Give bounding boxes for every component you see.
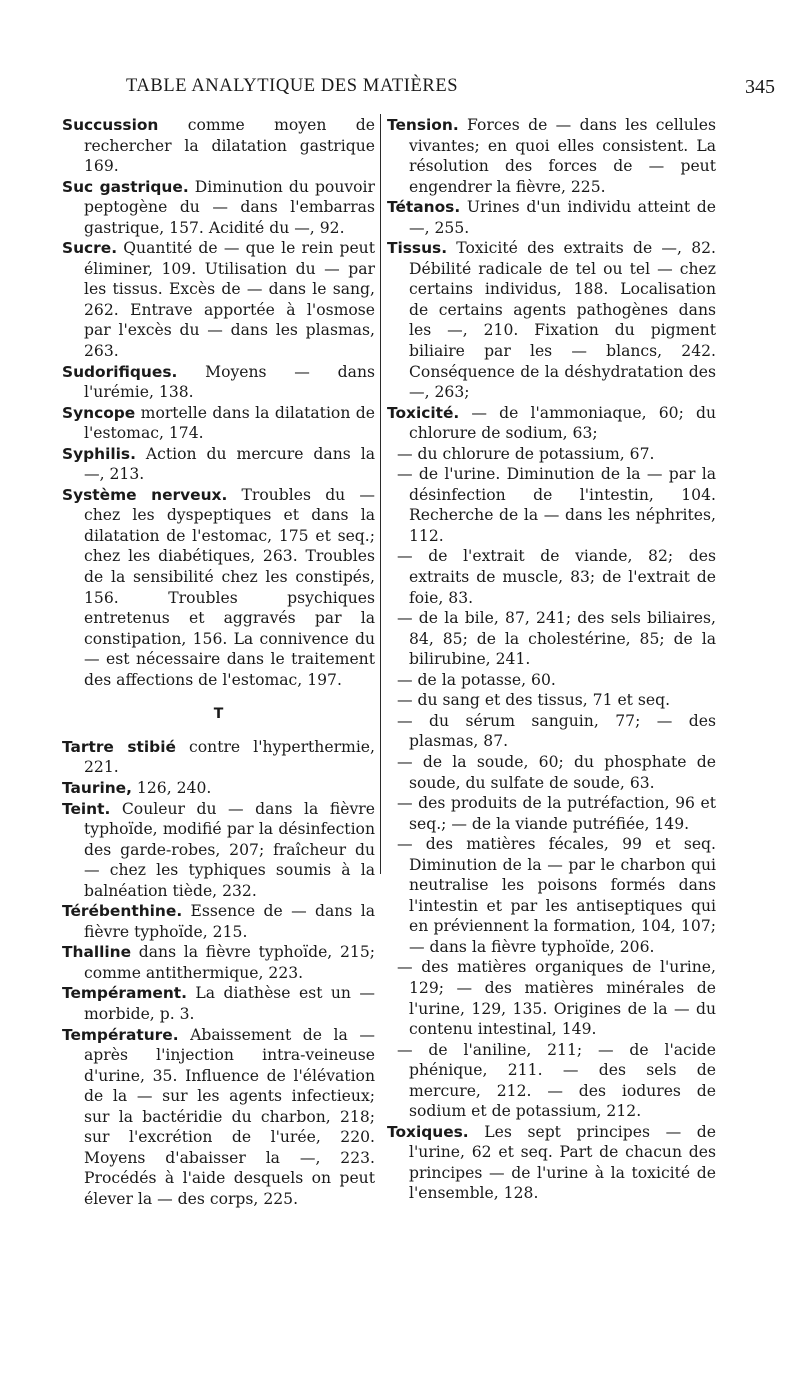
entry-text: Diminution du pouvoir peptogène du — dans l'embarras gastrique, 157. Acidité du —, 92. — [84, 177, 375, 237]
index-entry — [62, 444, 375, 485]
entry-heading: Taurine, — [62, 778, 132, 797]
entry-text: Essence de — dans la fièvre typhoïde, 215. — [84, 902, 375, 941]
index-subentry: — du chlorure de potassium, 67. — [397, 444, 655, 463]
entry-heading: Tension. — [387, 116, 459, 134]
index-entry — [387, 403, 716, 444]
index-subentry: — du sang et des tissus, 71 et seq. — [397, 691, 671, 710]
entry-text: Forces de — dans les cellules vivantes; en quoi elles consistent. La résolution des forces de — peut engendrer la fièvre, 225. — [409, 116, 716, 196]
index-entry — [387, 115, 716, 197]
entry-text: Troubles du — chez les dyspeptiques et dans la dilatation de l'estomac, 175 et seq.; chez les diabétiques, 263. Troubles de la sensibilité chez les constipés, 156. Troubles psychiques entretenus et aggravés par la constipation, 156. La connivence du — est nécessaire dans le traitement des affections de l'estomac, 197. — [84, 485, 375, 689]
entry-text: mortelle dans la dilatation de l'estomac, 174. — [84, 403, 375, 443]
index-subentry: — de l'aniline, 211; — de l'acide phénique, 211. — des sels de mercure, 212. — des iodures de sodium et de potassium, 212. — [397, 1040, 716, 1121]
index-subentry: — de l'extrait de viande, 82; des extraits de muscle, 83; de l'extrait de foie, 83. — [397, 547, 716, 607]
index-subentry: — des matières fécales, 99 et seq. Diminution de la — par le charbon qui neutralise les poisons formés dans l'intestin et par les antiseptiques qui en préviennent la formation, 104, 107; — dans la fièvre typhoïde, 206. — [397, 835, 716, 956]
column-divider — [380, 114, 381, 874]
entry-heading: Syphilis. — [62, 444, 136, 463]
index-subentry: — de la bile, 87, 241; des sels biliaires, 84, 85; de la cholestérine, 85; de la bilirubine, 241. — [397, 609, 716, 669]
entry-text: Toxicité des extraits de —, 82. Débilité radicale de tel ou tel — chez certains individus, 188. Localisation de certains agents pathogènes dans les —, 210. Fixation du pigment biliaire par les — blancs, 242. Conséquence de la déshydratation des —, 263; — [409, 239, 716, 402]
entry-heading: Teint. — [62, 799, 111, 818]
entry-text: 126, 240. — [131, 778, 212, 797]
index-entry — [62, 403, 375, 444]
index-entry — [62, 778, 375, 799]
entry-text: Action du mercure dans la —, 213. — [84, 444, 375, 484]
index-entry — [62, 901, 375, 942]
index-entry — [62, 942, 375, 983]
right-column — [387, 115, 716, 1204]
index-subentry: — de l'urine. Diminution de la — par la désinfection de l'intestin, 104. Recherche de la — dans les néphrites, 112. — [397, 465, 716, 545]
index-entry — [62, 799, 375, 902]
index-entry — [62, 115, 375, 177]
index-subentry: — des matières organiques de l'urine, 129; — des matières minérales de l'urine, 129, 135. Origines de la — du contenu intestinal, 149. — [397, 958, 716, 1039]
entry-heading: Succussion — [62, 116, 159, 134]
entry-heading: Térébenthine. — [62, 902, 183, 921]
entry-heading: Sudorifiques. — [62, 362, 178, 381]
section-letter: T — [213, 706, 224, 723]
entry-heading: Température. — [62, 1025, 179, 1044]
index-subentry: — de la soude, 60; du phosphate de soude, du sulfate de soude, 63. — [397, 752, 716, 792]
entry-text: comme moyen de rechercher la dilatation gastrique 169. — [84, 116, 375, 176]
entry-text: contre l'hyperthermie, 221. — [84, 737, 375, 777]
page-header — [0, 76, 801, 106]
entry-heading: Tartre stibié — [62, 737, 176, 756]
entry-heading: Suc gastrique. — [62, 177, 189, 196]
index-entry — [387, 238, 716, 402]
index-entry — [62, 983, 375, 1024]
entry-heading: Toxiques. — [387, 1122, 469, 1141]
entry-text: Couleur du — dans la fièvre typhoïde, modifié par la désinfection des garde-robes, 207; fraîcheur du — chez les typhiques soumis à la balnéation tiède, 232. — [84, 799, 375, 900]
entry-heading: Toxicité. — [387, 403, 460, 422]
index-entry — [62, 177, 375, 239]
entry-heading: Syncope — [62, 403, 136, 422]
page-number: 345 — [745, 76, 775, 98]
index-subentry: — du sérum sanguin, 77; — des plasmas, 87. — [397, 711, 716, 751]
entry-text: Quantité de — que le rein peut éliminer, 109. Utilisation du — par les tissus. Excès de — dans le sang, 262. Entrave apportée à l'osmose par l'excès du — dans les plasmas, 263. — [84, 239, 375, 361]
index-subentry: — de la potasse, 60. — [397, 670, 556, 689]
index-entry — [62, 737, 375, 778]
running-title: TABLE ANALYTIQUE DES MATIÈRES — [126, 76, 459, 96]
left-column — [62, 115, 375, 1209]
entry-heading: Thalline — [62, 943, 132, 962]
index-entry — [62, 362, 375, 403]
index-entry — [387, 197, 716, 238]
entry-text: Urines d'un individu atteint de —, 255. — [409, 198, 716, 237]
entry-heading: Système nerveux. — [62, 485, 228, 504]
index-entry — [62, 1025, 375, 1210]
entry-text: dans la fièvre typhoïde, 215; comme antithermique, 223. — [84, 943, 375, 982]
entry-heading: Sucre. — [62, 239, 118, 258]
entry-heading: Tempérament. — [62, 984, 187, 1003]
entry-text: La diathèse est un — morbide, p. 3. — [84, 984, 375, 1023]
index-entry — [62, 238, 375, 361]
index-entry — [62, 485, 375, 690]
entry-text: Abaissement de la — après l'injection intra-veineuse d'urine, 35. Influence de l'élévation de la — sur les agents infectieux; sur la bactéridie du charbon, 218; sur l'excrétion de l'urée, 220. Moyens d'abaisser la —, 223. Procédés à l'aide desquels on peut élever la — des corps, 225. — [84, 1025, 375, 1208]
entry-heading: Tissus. — [387, 239, 448, 258]
entry-heading: Tétanos. — [387, 198, 461, 217]
entry-text: — de l'ammoniaque, 60; du chlorure de sodium, 63; — [409, 403, 716, 443]
index-entry — [387, 1122, 716, 1204]
entry-text: Les sept principes — de l'urine, 62 et seq. Part de chacun des principes — de l'urine à la toxicité de l'ensemble, 128. — [409, 1122, 716, 1203]
index-subentry: — des produits de la putréfaction, 96 et seq.; — de la viande putréfiée, 149. — [397, 794, 716, 833]
entry-text: Moyens — dans l'urémie, 138. — [84, 362, 375, 402]
